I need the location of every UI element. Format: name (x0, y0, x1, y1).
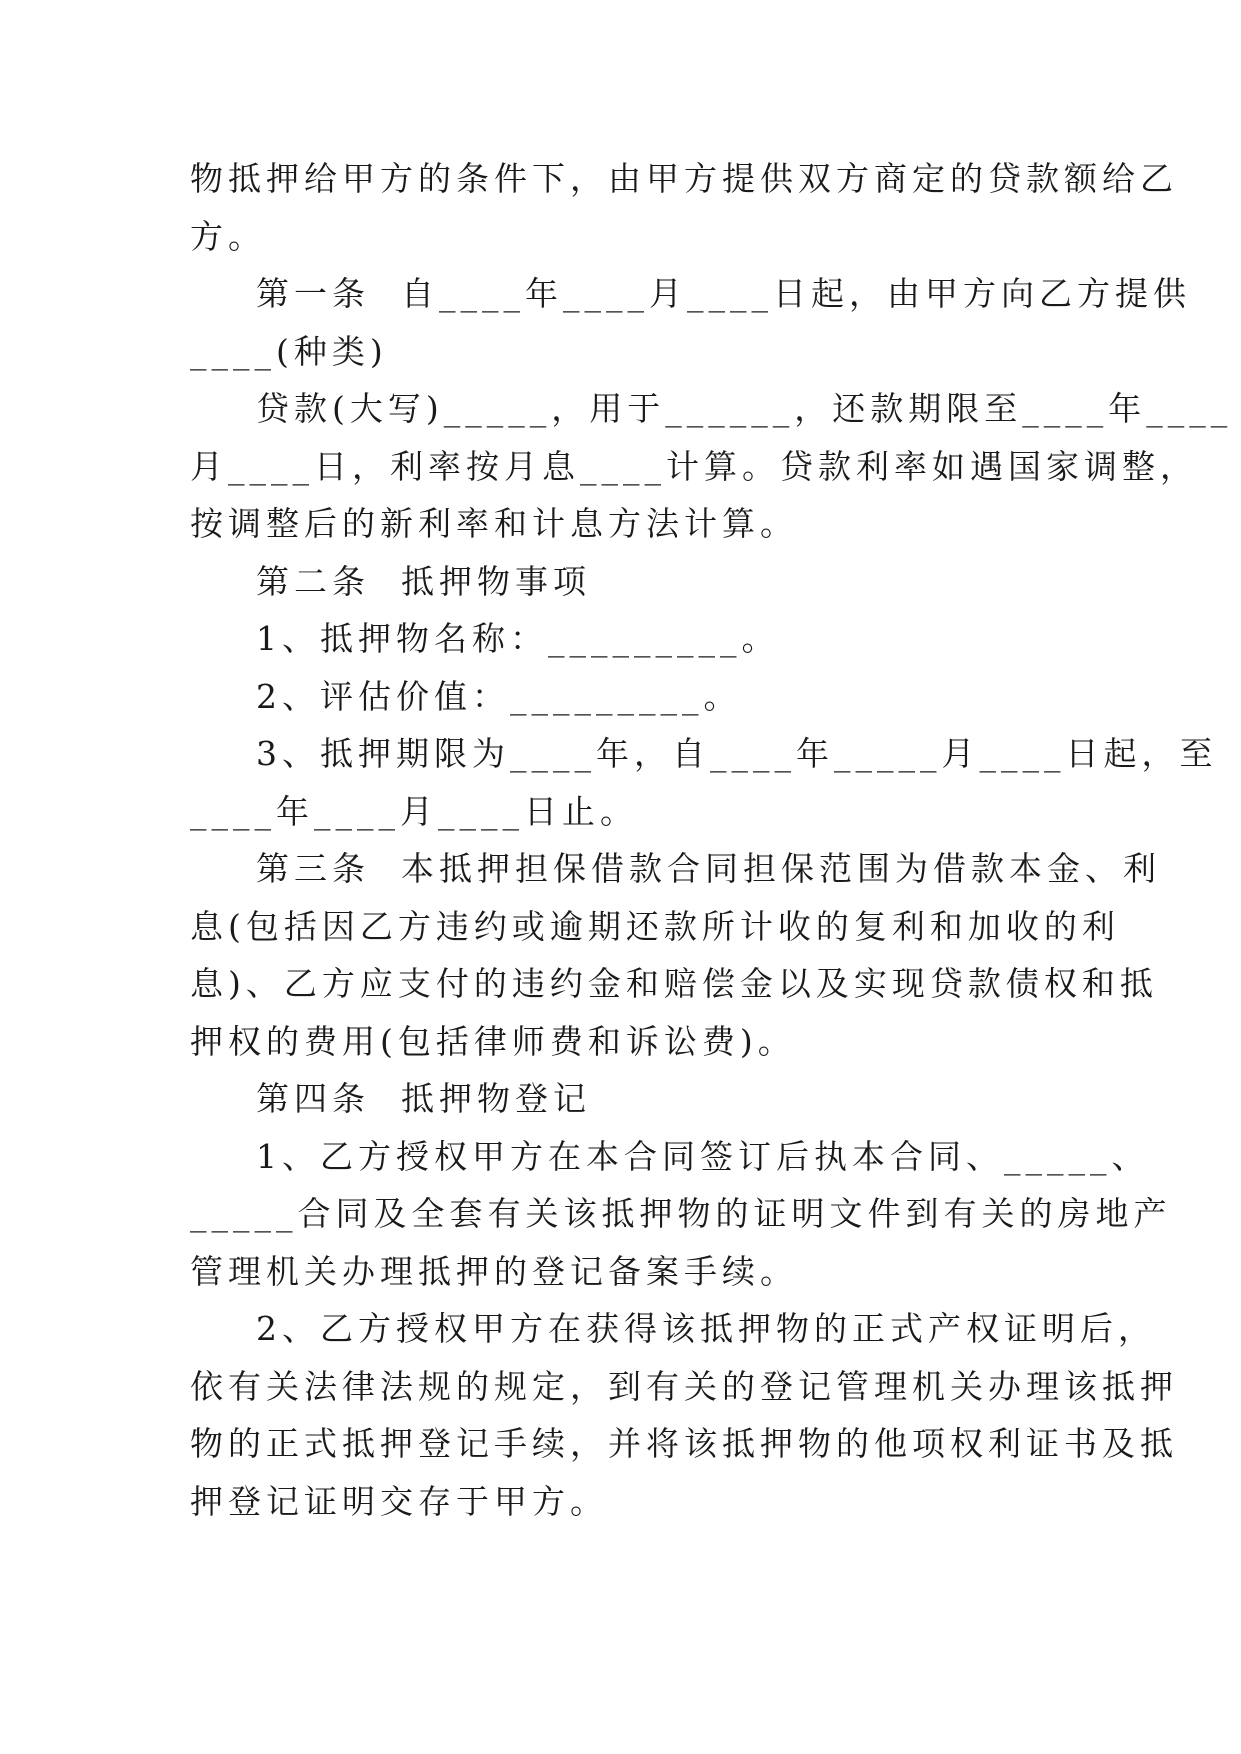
text-line: 按调整后的新利率和计息方法计算。 (190, 504, 798, 543)
clause-4-heading: 第四条 抵押物登记 (256, 1079, 591, 1118)
list-item: 1、乙方授权甲方在本合同签订后执本合同、_____、 (256, 1136, 1150, 1176)
clause-1-heading: 第一条 自____年____月____日起，由甲方向乙方提供 (256, 274, 1191, 313)
text-line: 物的正式抵押登记手续，并将该抵押物的他项权利证书及抵 (190, 1424, 1178, 1463)
text-line: 押权的费用(包括律师费和诉讼费)。 (190, 1021, 796, 1061)
text-line: 管理机关办理抵押的登记备案手续。 (190, 1251, 798, 1291)
text-line: 押登记证明交存于甲方。 (190, 1481, 608, 1521)
clause-3-heading: 第三条 本抵押担保借款合同担保范围为借款本金、利 (256, 849, 1161, 888)
list-item: 2、乙方授权甲方在获得该抵押物的正式产权证明后， (256, 1309, 1156, 1348)
text-line: 依有关法律法规的规定，到有关的登记管理机关办理该抵押 (190, 1366, 1178, 1406)
text-line: 息)、乙方应支付的违约金和赔偿金以及实现贷款债权和抵 (190, 964, 1158, 1003)
text-line: ____年____月____日止。 (190, 791, 638, 831)
text-line: ____(种类) (190, 331, 388, 371)
text-line: _____合同及全套有关该抵押物的证明文件到有关的房地产 (190, 1194, 1172, 1233)
text-line: 方。 (190, 216, 266, 256)
list-item: 2、评估价值：_________。 (256, 676, 742, 716)
text-line: 物抵押给甲方的条件下，由甲方提供双方商定的贷款额给乙 (190, 159, 1178, 198)
text-line: 月____日，利率按月息____计算。贷款利率如遇国家调整， (190, 446, 1198, 486)
document-body (190, 150, 1233, 1530)
clause-2-heading: 第二条 抵押物事项 (256, 561, 591, 601)
text-line: 贷款(大写)_____，用于______，还款期限至____年____ (256, 389, 1233, 428)
list-item: 1、抵押物名称：_________。 (256, 619, 780, 658)
text-line: 息(包括因乙方违约或逾期还款所计收的复利和加收的利 (190, 906, 1120, 946)
list-item: 3、抵押期限为____年，自____年_____月____日起，至 (256, 734, 1218, 773)
